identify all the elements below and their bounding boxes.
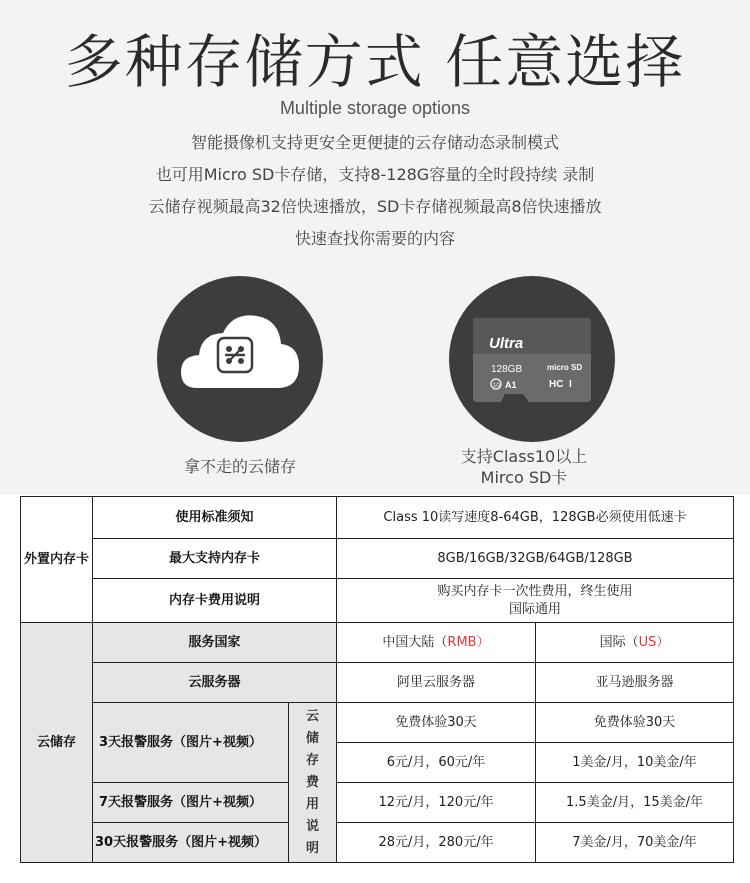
sd-row-value: Class 10读写速度8-64GB，128GB必须使用低速卡 [337,497,734,539]
sd-section-header: 外置内存卡 [21,497,93,623]
price-cn: 28元/月，280元/年 [337,823,536,863]
intl-region-name: 国际（ [599,634,639,650]
sd-fee-line1: 购买内存卡一次性费用，终生使用 [437,583,633,599]
trial-cn: 免费体验30天 [337,703,536,743]
intl-server: 亚马逊服务器 [536,663,734,703]
sd-card-icon [449,276,615,442]
server-label: 云服务器 [93,663,337,703]
cloud-icon [157,276,323,442]
price-cn: 6元/月，60元/年 [337,743,536,783]
sd-row-value [337,579,734,623]
page-subtitle: Multiple storage options [279,98,471,118]
fee-note-char: 用 [306,796,320,812]
fee-note-char: 存 [306,752,320,768]
plan-label: 7天报警服务（图片+视频） [93,783,289,823]
sd-row-value: 8GB/16GB/32GB/64GB/128GB [337,539,734,579]
table-row [21,623,734,663]
description-line: 快速查找你需要的内容 [294,229,455,248]
price-intl: 7美金/月，70美金/年 [536,823,734,863]
fee-note-char: 说 [306,818,320,834]
storage-spec-table [20,496,734,863]
fee-note-char: 储 [306,730,320,746]
intl-currency: US [638,634,657,650]
intl-region [536,623,734,663]
china-server: 阿里云服务器 [337,663,536,703]
country-label: 服务国家 [93,623,337,663]
table-row [21,663,734,703]
sd-roman-label: I [569,379,572,390]
fee-note-char: 费 [306,774,320,790]
table-row [21,497,734,539]
fee-note-char: 云 [306,708,320,724]
price-intl: 1.5美金/月，15美金/年 [536,783,734,823]
sd-row-label: 内存卡费用说明 [93,579,337,623]
description-line: 云储存视频最高32倍快速播放，SD卡存储视频最高8倍快速播放 [148,197,602,216]
table-row [21,539,734,579]
page-title: 多种存储方式 任意选择 [64,28,686,96]
sd-fee-line2: 国际通用 [509,601,562,617]
table-row [21,783,734,823]
intl-close: ） [656,634,670,650]
china-region-name: 中国大陆（ [382,634,448,650]
plan-label: 3天报警服务（图片+视频） [93,703,289,783]
sd-hc-label: HC [549,379,564,390]
fee-note-char: 明 [306,840,320,856]
sd-class-label: 10 [493,383,500,389]
trial-intl: 免费体验30天 [536,703,734,743]
fee-note-vertical [289,703,337,863]
plan-label: 30天报警服务（图片+视频） [93,823,289,863]
table-row [21,579,734,623]
sd-a1-label: A1 [505,380,517,390]
sd-caption-line1: 支持Class10以上 [460,447,588,466]
sd-brand-label: Ultra [489,335,524,352]
cloud-section-header: 云储存 [21,623,93,863]
china-currency: RMB [447,634,477,650]
sd-row-label: 使用标准须知 [93,497,337,539]
price-intl: 1美金/月，10美金/年 [536,743,734,783]
cloud-caption: 拿不走的云储存 [183,457,296,476]
sd-row-label: 最大支持内存卡 [93,539,337,579]
cloud-storage-badge [157,276,323,442]
sd-capacity-label: 128GB [491,364,523,375]
sd-caption-line2: Mirco SD卡 [480,468,568,487]
table-row [21,823,734,863]
table-row [21,703,734,743]
description-line: 也可用Micro SD卡存储，支持8-128G容量的全时段持续 录制 [155,165,595,184]
china-close: ） [476,634,490,650]
sd-micro-logo: micro SD [547,363,583,372]
sd-card-badge [449,276,615,442]
price-cn: 12元/月，120元/年 [337,783,536,823]
description-line: 智能摄像机支持更安全更便捷的云存储动态录制模式 [190,133,559,152]
china-region [337,623,536,663]
